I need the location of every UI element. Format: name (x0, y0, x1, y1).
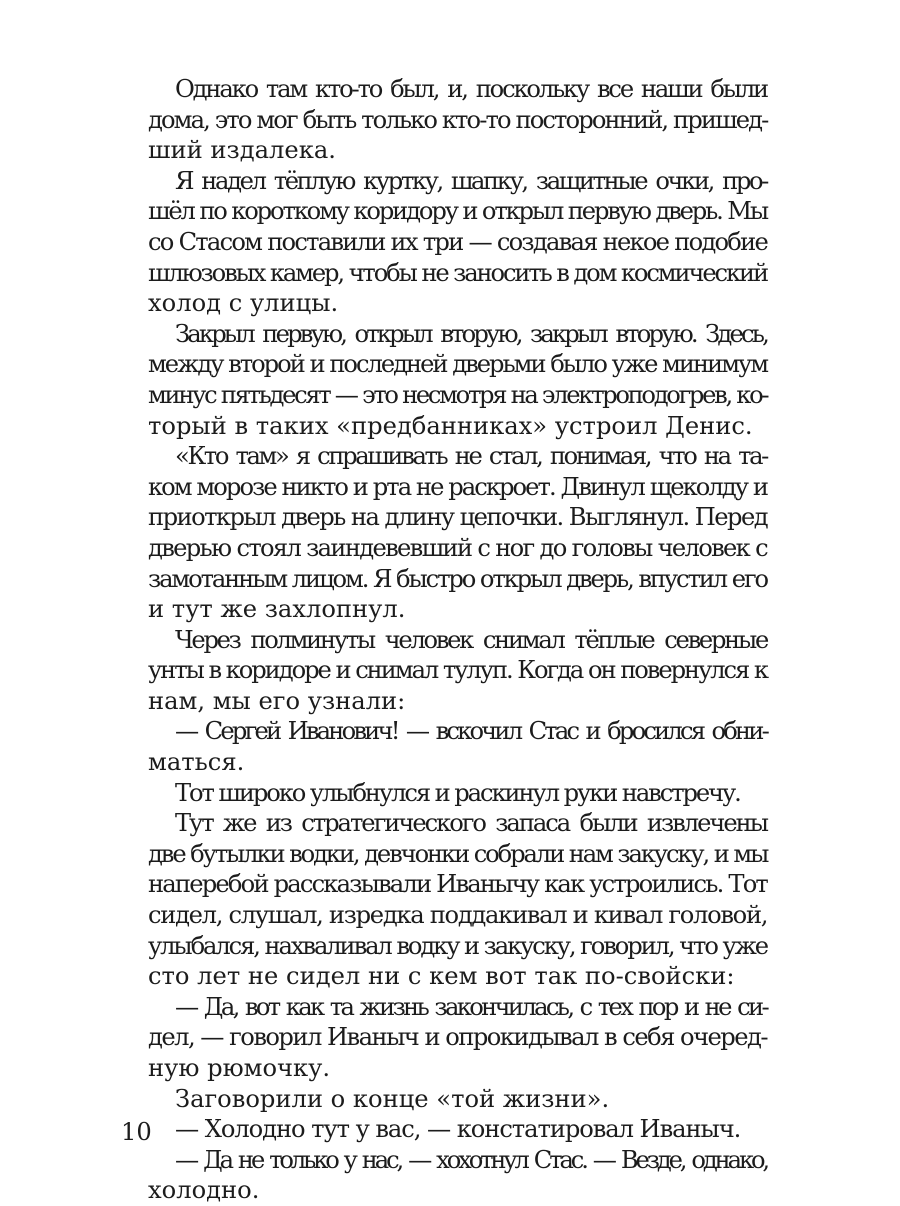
text-line: дверью стоял заиндевевший с ног до головы человек с (148, 533, 767, 562)
paragraph-6 (121, 716, 767, 777)
paragraph-12 (121, 1145, 767, 1206)
text-line: дома, это мог быть только кто-то посторонний, пришед- (148, 105, 768, 134)
text-line: наперебой рассказывали Иванычу как устроились. Тот (148, 870, 767, 899)
text-line: сидел, слушал, изредка поддакивал и кивал головой, (148, 901, 768, 930)
text-line: сто лет не сидел ни с кем вот так по-свойски: (148, 962, 735, 991)
text-line: ком морозе никто и рта не раскроет. Двинул щеколду и (148, 472, 767, 501)
paragraph-10 (121, 1084, 767, 1115)
text-line: со Стасом поставили их три — создавая некое подобие (148, 227, 767, 256)
text-line: холодно. (148, 1176, 260, 1205)
paragraph-8 (121, 808, 767, 992)
text-line: шёл по короткому коридору и открыл первую дверь. Мы (148, 197, 767, 226)
text-line: улыбался, нахваливал водку и закуску, говорил, что уже (148, 931, 767, 960)
paragraph-3 (121, 319, 767, 441)
text-line: — Да не только у нас, — хохотнул Стас. — Везде, однако, (175, 1145, 767, 1174)
text-line: — Сергей Иванович! — вскочил Стас и бросился обни- (175, 717, 767, 746)
text-line: нам, мы его узнали: (148, 686, 406, 715)
page-body (121, 74, 767, 1206)
text-line: ную рюмочку. (148, 1054, 331, 1082)
text-line: — Да, вот как та жизнь закончилась, с тех пор и не си- (175, 992, 767, 1021)
text-line: дел, — говорил Иваныч и опрокидывал в себя очеред- (148, 1023, 767, 1052)
text-line: между второй и последней дверьми было уже минимум (148, 350, 767, 379)
text-line: две бутылки водки, девчонки собрали нам закуску, и мы (148, 839, 768, 868)
paragraph-11 (121, 1114, 767, 1145)
text-line: Тот широко улыбнулся и раскинул руки навстречу. (175, 778, 740, 807)
text-line: шлюзовых камер, чтобы не заносить в дом космический (148, 258, 767, 287)
text-line: Я надел тёплую куртку, шапку, защитные очки, про- (175, 166, 767, 195)
text-line: Закрыл первую, открыл вторую, закрыл вторую. Здесь, (175, 319, 767, 348)
paragraph-4 (121, 441, 767, 625)
text-line: Через полминуты человек снимал тёплые северные (175, 625, 767, 654)
text-line: маться. (148, 748, 245, 777)
page-number: 10 (121, 1118, 152, 1146)
text-line: Однако там кто-то был, и, поскольку все наши были (175, 75, 767, 103)
text-line: приоткрыл дверь на длину цепочки. Выглянул. Перед (148, 503, 768, 532)
paragraph-2 (121, 166, 767, 319)
text-line: Заговорили о конце «той жизни». (175, 1084, 610, 1113)
paragraph-9 (121, 992, 767, 1084)
text-line: торый в таких «предбанниках» устроил Денис. (148, 411, 753, 440)
text-line: минус пятьдесят — это несмотря на электроподогрев, ко- (148, 380, 768, 409)
text-line: — Холодно тут у вас, — констатировал Иваныч. (175, 1115, 741, 1144)
paragraph-1 (121, 74, 767, 166)
text-line: унты в коридоре и снимал тулуп. Когда он повернулся к (148, 656, 767, 685)
text-line: «Кто там» я спрашивать не стал, понимая, что на та- (175, 442, 767, 471)
paragraph-5 (121, 625, 767, 717)
text-line: Тут же из стратегического запаса были извлечены (175, 809, 767, 838)
text-line: холод с улицы. (148, 289, 339, 318)
paragraph-7 (121, 778, 767, 809)
text-line: ший издалека. (148, 136, 336, 165)
text-line: и тут же захлопнул. (148, 595, 406, 624)
text-line: замотанным лицом. Я быстро открыл дверь, впустил его (148, 564, 767, 593)
